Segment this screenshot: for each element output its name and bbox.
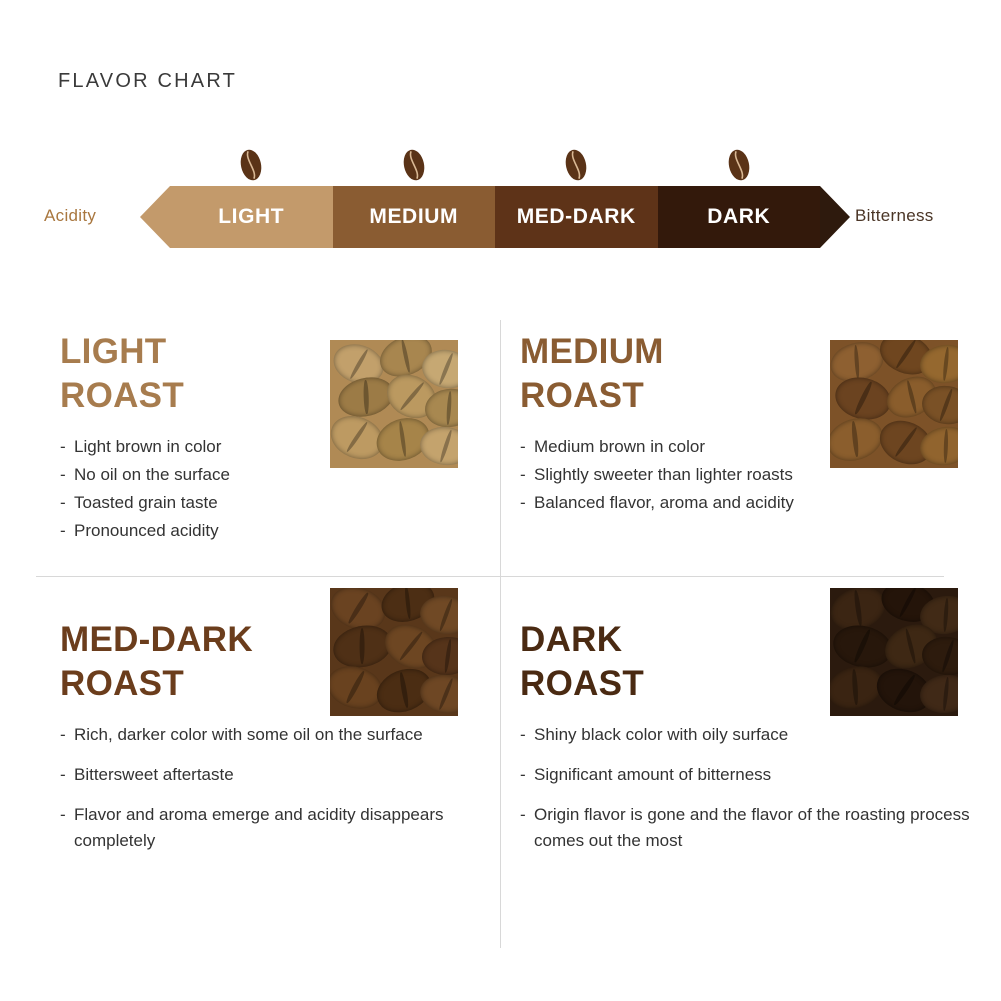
scale-arrow-bar [140,186,850,248]
list-item: - Light brown in color [60,434,490,460]
roast-card-light [60,330,490,546]
list-item: - Flavor and aroma emerge and acidity disappears completely [60,802,490,854]
scale-label-bitterness: Bitterness [855,206,934,225]
list-item: - Slightly sweeter than lighter roasts [520,462,970,488]
roast-bullet-list [520,722,970,853]
coffee-bean-icon [563,148,589,182]
list-item: - Balanced flavor, aroma and acidity [520,490,970,516]
roast-heading [520,330,970,418]
coffee-bean-icon [726,148,752,182]
page-title: FLAVOR CHART [58,70,238,92]
scale-segment-label: DARK [707,205,771,228]
roast-heading [60,330,490,418]
roast-heading [60,618,490,706]
scale-segment-medium[interactable] [333,186,496,248]
roast-bullet-list [60,722,490,853]
roast-heading-line1: LIGHT [60,332,167,371]
roast-card-dark [520,618,970,868]
roast-card-med-dark [60,618,490,868]
list-item: - Bittersweet aftertaste [60,762,490,788]
list-item: - Medium brown in color [520,434,970,460]
roast-heading-line2: ROAST [520,664,644,704]
roast-heading-line2: ROAST [60,664,184,704]
grid-vertical-divider [500,320,501,948]
scale-label-acidity: Acidity [44,206,97,225]
list-item: - Toasted grain taste [60,490,490,516]
list-item: - Origin flavor is gone and the flavor of the roasting process comes out the most [520,802,970,854]
coffee-bean-icon [401,148,427,182]
arrow-left-icon [140,186,170,248]
roast-heading-line2: ROAST [520,376,644,416]
roast-scale [0,165,1001,275]
roast-heading-line2: ROAST [60,376,184,416]
roast-bullet-list [520,434,970,515]
list-item: - Significant amount of bitterness [520,762,970,788]
list-item: - Shiny black color with oily surface [520,722,970,748]
scale-segment-med-dark[interactable] [495,186,658,248]
list-item: - Rich, darker color with some oil on the surface [60,722,490,748]
roast-bullet-list [60,434,490,543]
coffee-bean-icon [238,148,264,182]
scale-segment-label: LIGHT [218,205,285,228]
scale-segment-dark[interactable] [658,186,821,248]
roast-heading [520,618,970,706]
list-item: - Pronounced acidity [60,518,490,544]
roast-quadrant-grid [0,300,1001,1000]
list-item: - No oil on the surface [60,462,490,488]
scale-segment-light[interactable] [170,186,333,248]
grid-horizontal-divider [36,576,944,577]
scale-segments [170,186,820,248]
scale-segment-label: MEDIUM [369,205,459,228]
roast-heading-line1: MED-DARK [60,620,253,659]
roast-heading-line1: MEDIUM [520,332,664,371]
scale-segment-label: MED-DARK [516,205,636,228]
roast-heading-line1: DARK [520,620,623,659]
arrow-right-icon [820,186,850,248]
